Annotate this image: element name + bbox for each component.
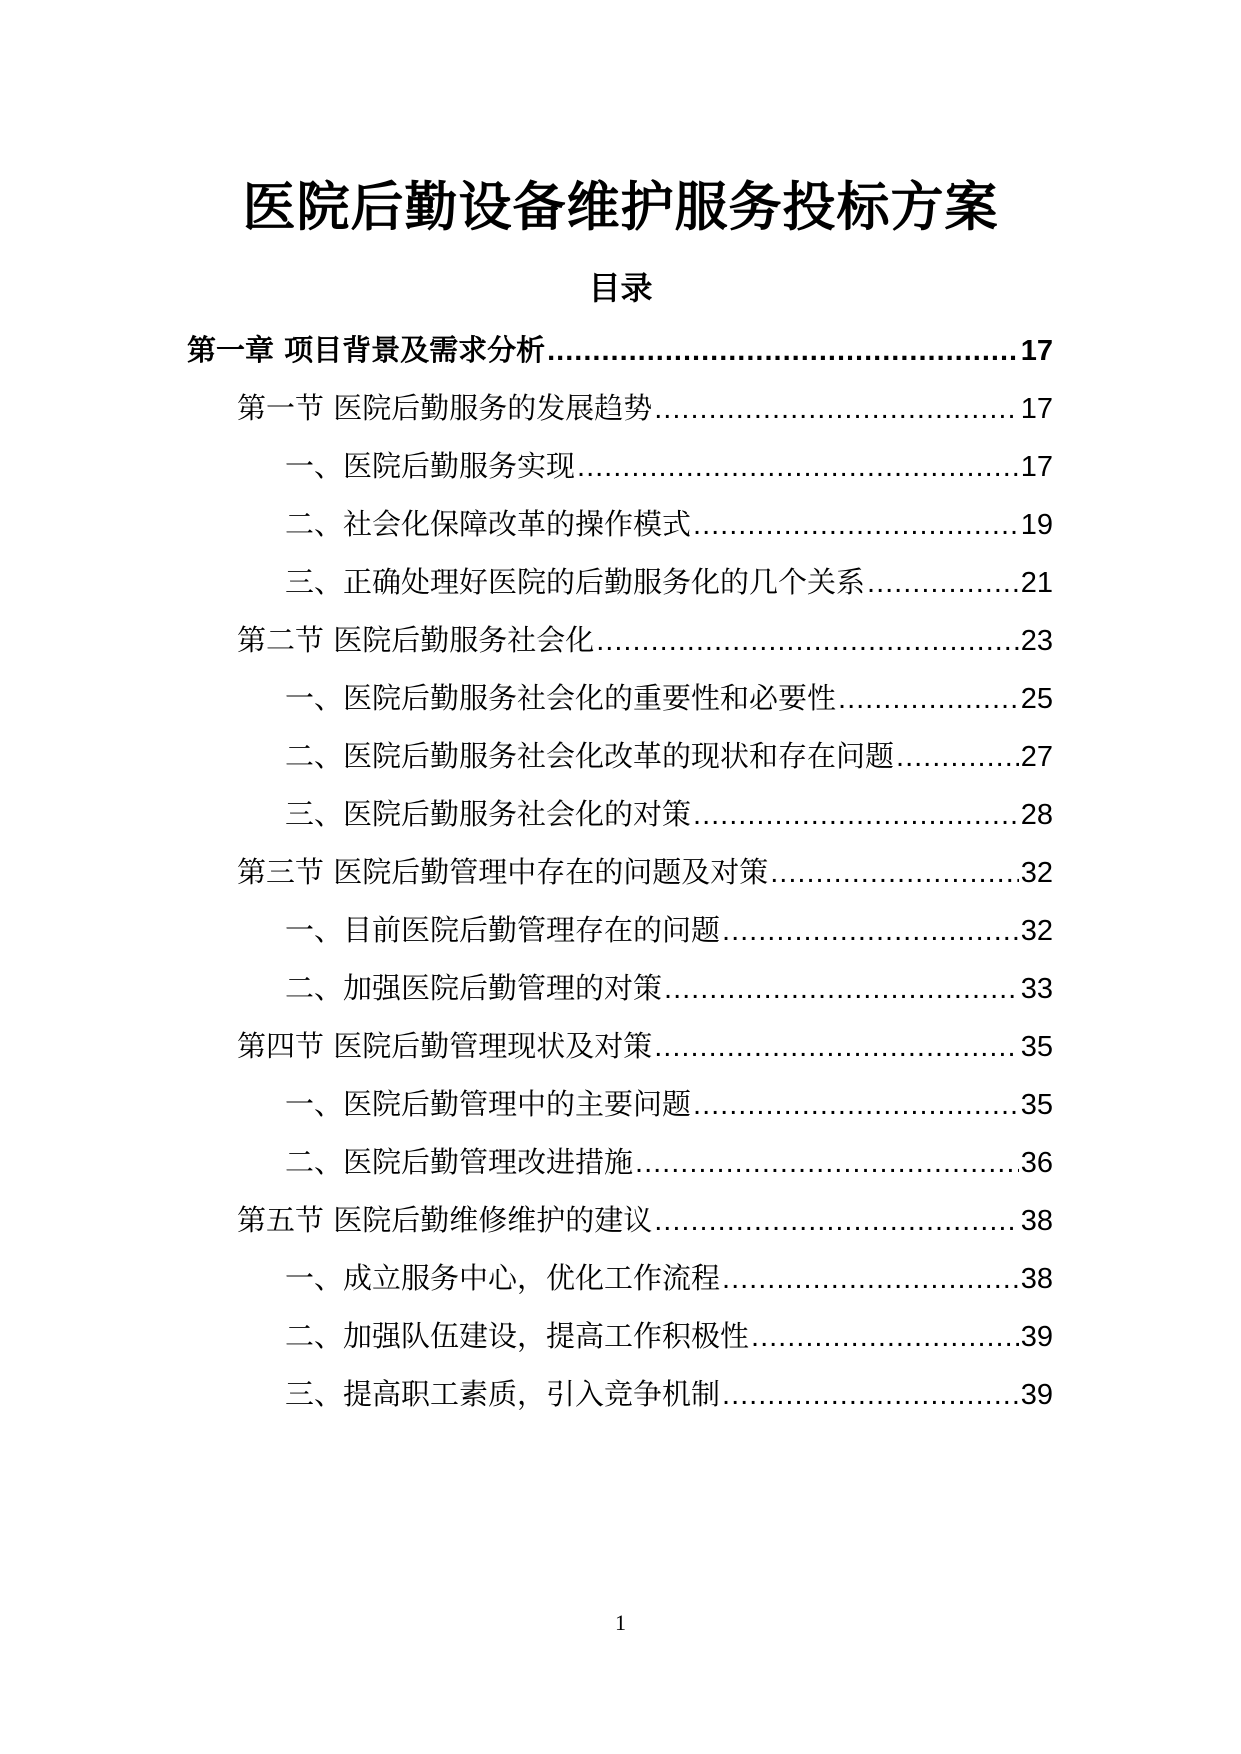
toc-entry-page: 39 — [1020, 1321, 1053, 1353]
toc-entry-page: 35 — [1020, 1031, 1053, 1063]
toc-entry-page: 17 — [1020, 451, 1053, 483]
toc-entry-page: 23 — [1020, 625, 1053, 657]
toc-dot-leader — [654, 1201, 1019, 1241]
toc-entry-label: 第二节 医院后勤服务社会化 — [237, 623, 595, 657]
toc-entry-label: 一、医院后勤管理中的主要问题 — [285, 1087, 692, 1121]
toc-dot-leader — [664, 969, 1019, 1009]
toc-dot-leader — [693, 795, 1019, 835]
toc-entry-page: 35 — [1020, 1089, 1053, 1121]
toc-entry-label: 第五节 医院后勤维修维护的建议 — [237, 1203, 653, 1237]
toc-entry-section-1[interactable] — [237, 388, 1053, 428]
toc-entry-label: 三、提高职工素质，引入竞争机制 — [285, 1377, 721, 1411]
toc-entry-page: 38 — [1020, 1263, 1053, 1295]
toc-dot-leader — [654, 1027, 1019, 1067]
toc-entry-page: 38 — [1020, 1205, 1053, 1237]
toc-entry-item[interactable] — [285, 446, 1053, 486]
toc-entry-item[interactable] — [285, 678, 1053, 718]
toc-entry-item[interactable] — [285, 1084, 1053, 1124]
toc-entry-label: 第一节 医院后勤服务的发展趋势 — [237, 391, 653, 425]
toc-entry-item[interactable] — [285, 504, 1053, 544]
toc-entry-page: 36 — [1020, 1147, 1053, 1179]
toc-entry-label: 第三节 医院后勤管理中存在的问题及对策 — [237, 855, 769, 889]
toc-entry-label: 一、医院后勤服务实现 — [285, 449, 576, 483]
toc-dot-leader — [577, 447, 1019, 487]
toc-entry-label: 二、加强医院后勤管理的对策 — [285, 971, 663, 1005]
toc-entry-page: 17 — [1020, 393, 1053, 425]
toc-heading: 目录 — [588, 269, 653, 307]
toc-entry-page: 21 — [1020, 567, 1053, 599]
toc-entry-item[interactable] — [285, 794, 1053, 834]
toc-entry-item[interactable] — [285, 910, 1053, 950]
toc-entry-label: 三、正确处理好医院的后勤服务化的几个关系 — [285, 565, 866, 599]
toc-entry-section-4[interactable] — [237, 1026, 1053, 1066]
toc-entry-label: 一、医院后勤服务社会化的重要性和必要性 — [285, 681, 837, 715]
toc-entry-item[interactable] — [285, 1142, 1053, 1182]
toc-dot-leader — [722, 1375, 1019, 1415]
page-number: 1 — [615, 1610, 626, 1635]
toc-entry-page: 25 — [1020, 683, 1053, 715]
toc-dot-leader — [547, 331, 1019, 371]
toc-entry-section-3[interactable] — [237, 852, 1053, 892]
toc-entry-label: 二、医院后勤管理改进措施 — [285, 1145, 634, 1179]
toc-entry-label: 一、目前医院后勤管理存在的问题 — [285, 913, 721, 947]
toc-dot-leader — [867, 563, 1019, 603]
toc-entry-label: 第四节 医院后勤管理现状及对策 — [237, 1029, 653, 1063]
toc-entry-item[interactable] — [285, 736, 1053, 776]
toc-dot-leader — [751, 1317, 1019, 1357]
toc-entry-label: 一、成立服务中心，优化工作流程 — [285, 1261, 721, 1295]
toc-entry-label: 二、社会化保障改革的操作模式 — [285, 507, 692, 541]
toc-dot-leader — [596, 621, 1019, 661]
toc-dot-leader — [693, 1085, 1019, 1125]
toc-entry-item[interactable] — [285, 1258, 1053, 1298]
toc-entry-item[interactable] — [285, 562, 1053, 602]
toc-entry-page: 33 — [1020, 973, 1053, 1005]
toc-entry-page: 19 — [1020, 509, 1053, 541]
toc-entry-page: 32 — [1020, 915, 1053, 947]
toc-entry-page: 27 — [1020, 741, 1053, 773]
toc-dot-leader — [693, 505, 1019, 545]
toc-dot-leader — [838, 679, 1019, 719]
toc-entry-label: 第一章 项目背景及需求分析 — [187, 333, 546, 367]
toc-entry-page: 17 — [1020, 335, 1053, 367]
toc-entry-label: 二、加强队伍建设，提高工作积极性 — [285, 1319, 750, 1353]
toc-dot-leader — [722, 911, 1019, 951]
toc-entry-item[interactable] — [285, 1316, 1053, 1356]
document-title: 医院后勤设备维护服务投标方案 — [242, 177, 999, 238]
toc-entry-label: 三、医院后勤服务社会化的对策 — [285, 797, 692, 831]
toc-entry-item[interactable] — [285, 1374, 1053, 1414]
toc-entry-section-2[interactable] — [237, 620, 1053, 660]
toc-dot-leader — [654, 389, 1019, 429]
toc-entry-item[interactable] — [285, 968, 1053, 1008]
toc-entry-label: 二、医院后勤服务社会化改革的现状和存在问题 — [285, 739, 895, 773]
toc-dot-leader — [770, 853, 1019, 893]
toc-entry-section-5[interactable] — [237, 1200, 1053, 1240]
toc-entry-page: 28 — [1020, 799, 1053, 831]
toc-dot-leader — [722, 1259, 1019, 1299]
toc-dot-leader — [635, 1143, 1019, 1183]
toc-dot-leader — [896, 737, 1019, 777]
toc-entry-page: 39 — [1020, 1379, 1053, 1411]
toc-entry-chapter-1[interactable] — [187, 330, 1053, 370]
toc-entry-page: 32 — [1020, 857, 1053, 889]
